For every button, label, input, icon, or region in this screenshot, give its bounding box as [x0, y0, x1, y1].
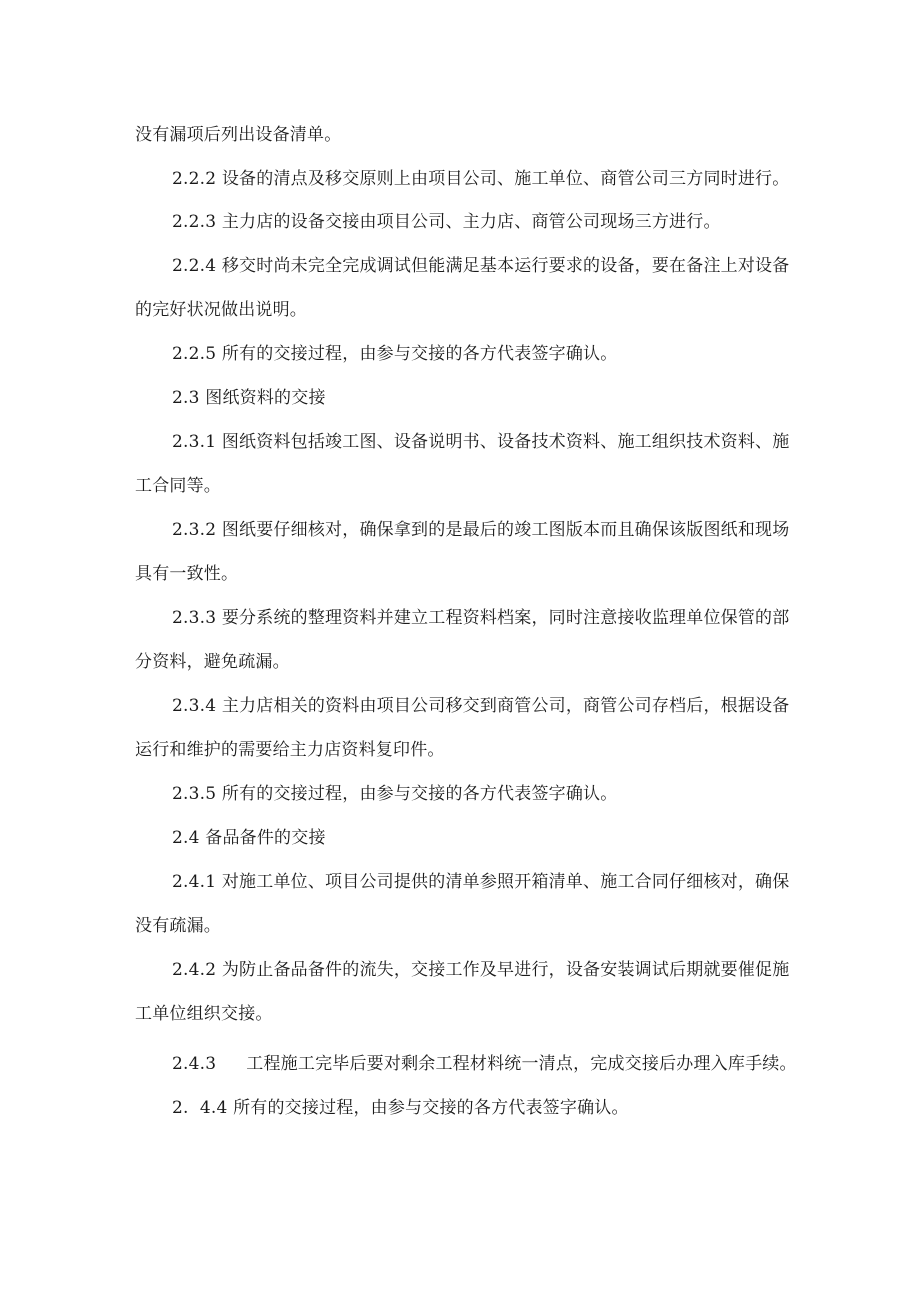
- item-text: 工程施工完毕后要对剩余工程材料统一清点，完成交接后办理入库手续。: [246, 1054, 797, 1074]
- paragraph-line: 工合同等。: [135, 476, 221, 496]
- paragraph-line: 2.3.5 所有的交接过程，由参与交接的各方代表签字确认。: [172, 784, 618, 804]
- section-heading: 2.4 备品备件的交接: [172, 828, 326, 848]
- paragraph-line: 具有一致性。: [135, 564, 239, 584]
- paragraph-line: 2.4.1 对施工单位、项目公司提供的清单参照开箱清单、施工合同仔细核对，确保: [172, 872, 790, 892]
- paragraph-line: 2.3.2 图纸要仔细核对，确保拿到的是最后的竣工图版本而且确保该版图纸和现场: [172, 520, 790, 540]
- paragraph-line: 没有漏项后列出设备清单。: [135, 125, 342, 145]
- paragraph-line: 2.2.4 移交时尚未完全完成调试但能满足基本运行要求的设备，要在备注上对设备: [172, 256, 790, 276]
- paragraph-line: 工单位组织交接。: [135, 1004, 273, 1024]
- paragraph-line: 没有疏漏。: [135, 916, 221, 936]
- section-heading: 2.3 图纸资料的交接: [172, 388, 326, 408]
- paragraph-line: 2.3.3 要分系统的整理资料并建立工程资料档案，同时注意接收监理单位保管的部: [172, 608, 790, 628]
- paragraph-line: 2.2.5 所有的交接过程，由参与交接的各方代表签字确认。: [172, 344, 618, 364]
- item-number-prefix: 2.: [172, 1098, 189, 1118]
- paragraph-line: 2.4.2 为防止备品备件的流失，交接工作及早进行，设备安装调试后期就要催促施: [172, 960, 790, 980]
- paragraph-line: 的完好状况做出说明。: [135, 300, 307, 320]
- item-number: 2.4.3: [172, 1054, 217, 1074]
- paragraph-line: 2.3.4 主力店相关的资料由项目公司移交到商管公司，商管公司存档后，根据设备: [172, 696, 790, 716]
- paragraph-line: 2.2.3 主力店的设备交接由项目公司、主力店、商管公司现场三方进行。: [172, 212, 721, 232]
- paragraph-line: 运行和维护的需要给主力店资料复印件。: [135, 740, 445, 760]
- paragraph-line: 分资料，避免疏漏。: [135, 652, 290, 672]
- paragraph-line-244: [172, 1097, 629, 1119]
- paragraph-line: 2.3.1 图纸资料包括竣工图、设备说明书、设备技术资料、施工组织技术资料、施: [172, 432, 790, 452]
- paragraph-line: 2.2.2 设备的清点及移交原则上由项目公司、施工单位、商管公司三方同时进行。: [172, 169, 790, 189]
- paragraph-line-243: [172, 1053, 797, 1075]
- item-text: 4.4 所有的交接过程，由参与交接的各方代表签字确认。: [199, 1098, 629, 1118]
